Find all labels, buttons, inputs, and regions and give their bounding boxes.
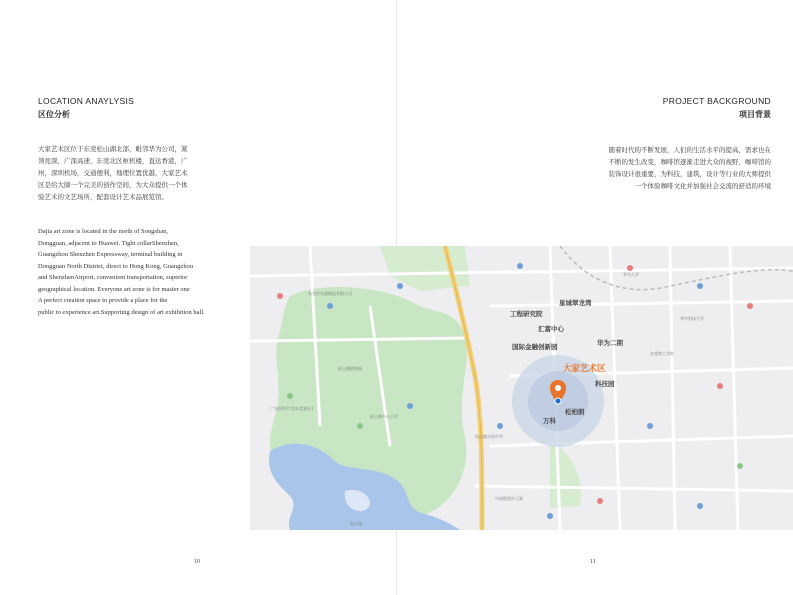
current-position-dot bbox=[555, 398, 561, 404]
text-line: Guangzhou Shenzhen Expressway, terminal building in bbox=[38, 251, 183, 258]
page-number-left: 10 bbox=[194, 559, 200, 565]
map-label: 东莞理工学院 bbox=[650, 351, 674, 356]
target-label: 大家艺术区 bbox=[563, 364, 606, 374]
page-number-right: 11 bbox=[590, 559, 596, 565]
location-heading-en: LOCATION ANAYLYSIS bbox=[38, 96, 135, 106]
map-label: 松山湖 bbox=[350, 521, 362, 526]
text-line: 装饰设计很重要，为科技，建筑，设计等行业的大师提供 bbox=[608, 170, 771, 178]
map-label: 松山湖实验中学 bbox=[475, 434, 503, 439]
map-label: 星城翠龙湾 bbox=[559, 299, 592, 307]
map-label: 广东医科大学(东莞校区) bbox=[270, 406, 314, 411]
text-line: 大家艺术区位于东莞松山湖北部，毗邻华为公司，紧 bbox=[38, 145, 188, 153]
text-line: 领莞深，广深高速，东莞北区枢机楼，直达香港，广 bbox=[38, 157, 188, 165]
text-line: public to experience art.Supporting design of art exhibition hall. bbox=[38, 308, 205, 316]
map-label: 汇富中心 bbox=[538, 325, 564, 333]
map-label: 华为二期 bbox=[597, 339, 623, 347]
map-label: 万科 bbox=[543, 417, 556, 425]
background-heading-cn: 项目背景 bbox=[739, 110, 771, 119]
location-pin-dot bbox=[555, 385, 561, 391]
map-label: 松柏朗 bbox=[565, 408, 585, 416]
map-label: 松山湖中心小学 bbox=[370, 414, 398, 419]
map-label: 国际金融创新园 bbox=[512, 343, 558, 351]
text-line: 验艺术的文艺场所，配套设计艺术品展览馆。 bbox=[38, 193, 168, 201]
text-line: Dongguan, adjacent to Huawei. Tight collarShenzhen, bbox=[38, 239, 179, 247]
map-label: 中国散裂中子源 bbox=[495, 496, 523, 501]
text-line: 不断的发生改变，咖啡馆逐渐走进大众的视野，咖啡馆的 bbox=[608, 158, 771, 166]
background-body-cn bbox=[609, 144, 772, 192]
text-line: Dajia art zone is located in the north of Songshan, bbox=[38, 228, 168, 235]
map-label: 科技园 bbox=[595, 380, 615, 388]
background-heading-en: PROJECT BACKGROUND bbox=[662, 96, 771, 106]
map-label: 华为大学 bbox=[623, 272, 639, 277]
map-label: 华中科技大学 bbox=[680, 316, 704, 321]
text-line: 一个体验咖啡文化并加强社会交流的舒适的环境 bbox=[634, 182, 771, 190]
location-body-en bbox=[38, 226, 205, 318]
text-line: Dongguan North District, direct to Hong Kong, Guangzhou bbox=[38, 262, 194, 270]
map-label: 工程研究院 bbox=[510, 310, 543, 318]
map-graphic bbox=[250, 246, 793, 530]
location-map bbox=[250, 246, 793, 530]
location-heading-cn: 区位分析 bbox=[38, 110, 70, 119]
location-body-cn bbox=[38, 143, 188, 203]
map-label: 东莞市乐器制造有限公司 bbox=[308, 291, 352, 296]
text-line: geographical location. Everyone art zone is for master one bbox=[38, 285, 190, 293]
map-label: 松山湖植物园 bbox=[338, 366, 362, 371]
text-line: and ShenzhenAirport, convenient transportation, superior bbox=[38, 274, 188, 281]
text-line: 区是给大師一个完美的创作空间，为大众提供一个体 bbox=[38, 181, 188, 189]
text-line: A perfect creation space to provide a place for the bbox=[38, 297, 168, 304]
text-line: 州，深圳机场，交通便利，地理位置优越，大家艺术 bbox=[38, 169, 188, 177]
text-line: 随着时代的不断发展，人们的生活水平的提高，需求也在 bbox=[608, 146, 771, 154]
